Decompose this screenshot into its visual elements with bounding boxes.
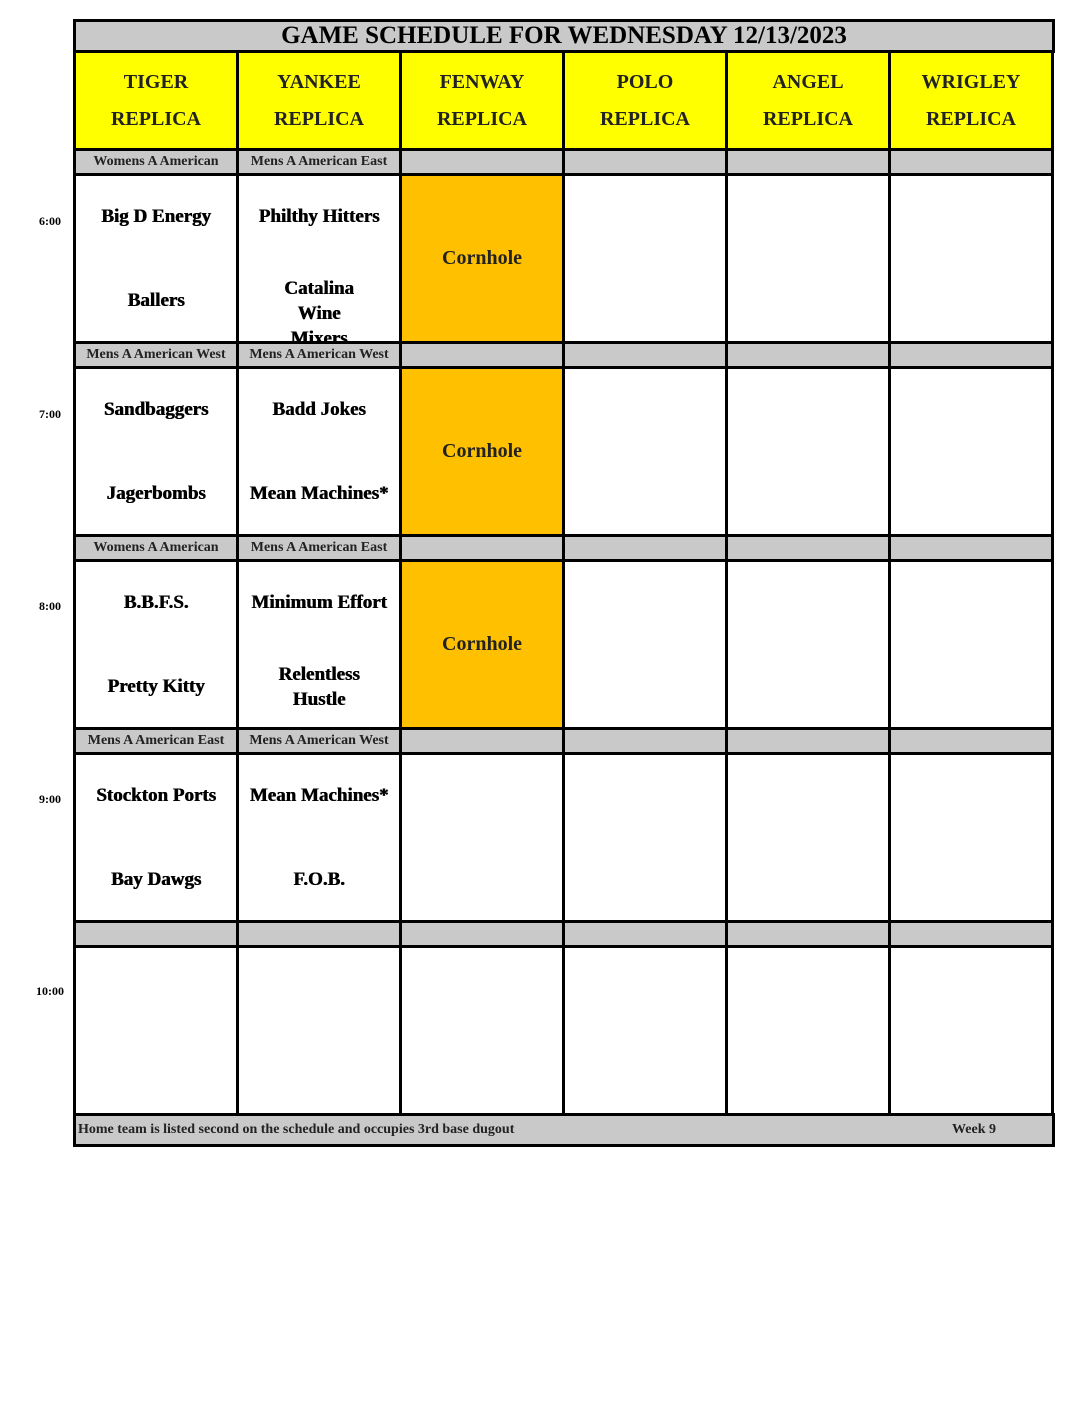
field-header-row <box>73 53 1055 151</box>
division-label <box>888 920 1054 948</box>
field-header-1 <box>236 50 402 151</box>
field-header-5 <box>888 50 1054 151</box>
division-label: Womens A American <box>73 534 239 562</box>
empty-cell <box>725 366 891 537</box>
game-row <box>73 755 1055 923</box>
away-team: Badd Jokes <box>272 399 366 420</box>
division-label <box>562 920 728 948</box>
game-cell <box>73 366 239 537</box>
division-label <box>725 341 891 369</box>
week-label: Week 9 <box>952 1122 996 1137</box>
division-label: Womens A American <box>73 148 239 176</box>
field-sub: REPLICA <box>925 107 1016 130</box>
home-team: Pretty Kitty <box>107 676 205 697</box>
division-label: Mens A American East <box>73 727 239 755</box>
field-sub: REPLICA <box>273 107 364 130</box>
field-name: YANKEE <box>277 70 361 93</box>
field-name: FENWAY <box>439 70 525 93</box>
away-team: Mean Machines* <box>249 785 389 806</box>
field-header-0 <box>73 50 239 151</box>
empty-cell <box>562 173 728 344</box>
game-row <box>73 369 1055 537</box>
field-name: ANGEL <box>772 70 844 93</box>
home-team: F.O.B. <box>293 869 345 890</box>
field-header-3 <box>562 50 728 151</box>
field-header-2 <box>399 50 565 151</box>
home-team: Ballers <box>127 290 185 311</box>
away-team: Philthy Hitters <box>258 206 380 227</box>
division-label <box>888 341 1054 369</box>
empty-cell <box>725 559 891 730</box>
field-header-4 <box>725 50 891 151</box>
division-label <box>73 920 239 948</box>
division-label <box>399 920 565 948</box>
schedule-sheet <box>73 19 1055 1147</box>
empty-cell <box>888 752 1054 923</box>
empty-cell <box>562 559 728 730</box>
division-label <box>399 148 565 176</box>
division-label <box>399 341 565 369</box>
away-team: Minimum Effort <box>251 592 387 613</box>
empty-cell <box>73 945 239 1116</box>
field-name: WRIGLEY <box>921 70 1021 93</box>
home-team: Bay Dawgs <box>110 869 202 890</box>
division-label: Mens A American West <box>236 727 402 755</box>
division-label: Mens A American West <box>236 341 402 369</box>
empty-cell <box>725 945 891 1116</box>
empty-cell <box>236 945 402 1116</box>
page-title: GAME SCHEDULE FOR WEDNESDAY 12/13/2023 <box>73 19 1055 53</box>
field-sub: REPLICA <box>599 107 690 130</box>
field-sub: REPLICA <box>110 107 201 130</box>
time-label: 6:00 <box>39 214 61 228</box>
schedule-body <box>73 151 1055 1116</box>
home-team: Mean Machines* <box>249 483 389 504</box>
empty-cell <box>888 945 1054 1116</box>
event-cell: Cornhole <box>399 173 565 344</box>
field-name: POLO <box>616 70 674 93</box>
game-cell <box>73 173 239 344</box>
home-team: Jagerbombs <box>106 483 206 504</box>
empty-cell <box>888 366 1054 537</box>
game-row <box>73 948 1055 1116</box>
event-cell: Cornhole <box>399 559 565 730</box>
away-team: Big D Energy <box>101 206 211 227</box>
field-sub: REPLICA <box>762 107 853 130</box>
game-row <box>73 562 1055 730</box>
division-label: Mens A American East <box>236 148 402 176</box>
empty-cell <box>725 173 891 344</box>
time-label: 7:00 <box>39 406 61 421</box>
field-name: TIGER <box>123 70 189 93</box>
division-label <box>399 534 565 562</box>
division-label <box>888 534 1054 562</box>
empty-cell <box>399 752 565 923</box>
time-label: 10:00 <box>36 984 64 998</box>
time-label: 8:00 <box>39 599 61 613</box>
game-cell <box>236 559 402 730</box>
game-cell <box>73 559 239 730</box>
footer <box>73 1113 1055 1147</box>
away-team: Sandbaggers <box>103 399 209 420</box>
home-team: Relentless Hustle <box>278 664 360 710</box>
division-label: Mens A American East <box>236 534 402 562</box>
empty-cell <box>562 752 728 923</box>
empty-cell <box>725 752 891 923</box>
away-team: B.B.F.S. <box>123 592 189 613</box>
division-label <box>888 148 1054 176</box>
division-label <box>725 920 891 948</box>
field-sub: REPLICA <box>436 107 527 130</box>
away-team: Stockton Ports <box>96 785 216 806</box>
division-label <box>399 727 565 755</box>
division-label <box>562 148 728 176</box>
division-label <box>725 727 891 755</box>
division-label <box>562 727 728 755</box>
empty-cell <box>399 945 565 1116</box>
division-label <box>236 920 402 948</box>
division-label <box>562 534 728 562</box>
empty-cell <box>888 173 1054 344</box>
event-cell: Cornhole <box>399 366 565 537</box>
division-label <box>725 148 891 176</box>
division-label <box>562 341 728 369</box>
division-label <box>725 534 891 562</box>
empty-cell <box>888 559 1054 730</box>
division-label: Mens A American West <box>73 341 239 369</box>
footer-note: Home team is listed second on the schedule and occupies 3rd base dugout <box>78 1122 515 1137</box>
time-label: 9:00 <box>39 791 61 806</box>
home-team: Catalina Wine Mixers <box>284 278 354 349</box>
empty-cell <box>562 366 728 537</box>
division-label <box>888 727 1054 755</box>
game-row <box>73 176 1055 349</box>
game-cell <box>236 366 402 537</box>
game-cell <box>236 173 402 349</box>
empty-cell <box>562 945 728 1116</box>
game-cell <box>73 752 239 923</box>
game-cell <box>236 752 402 923</box>
